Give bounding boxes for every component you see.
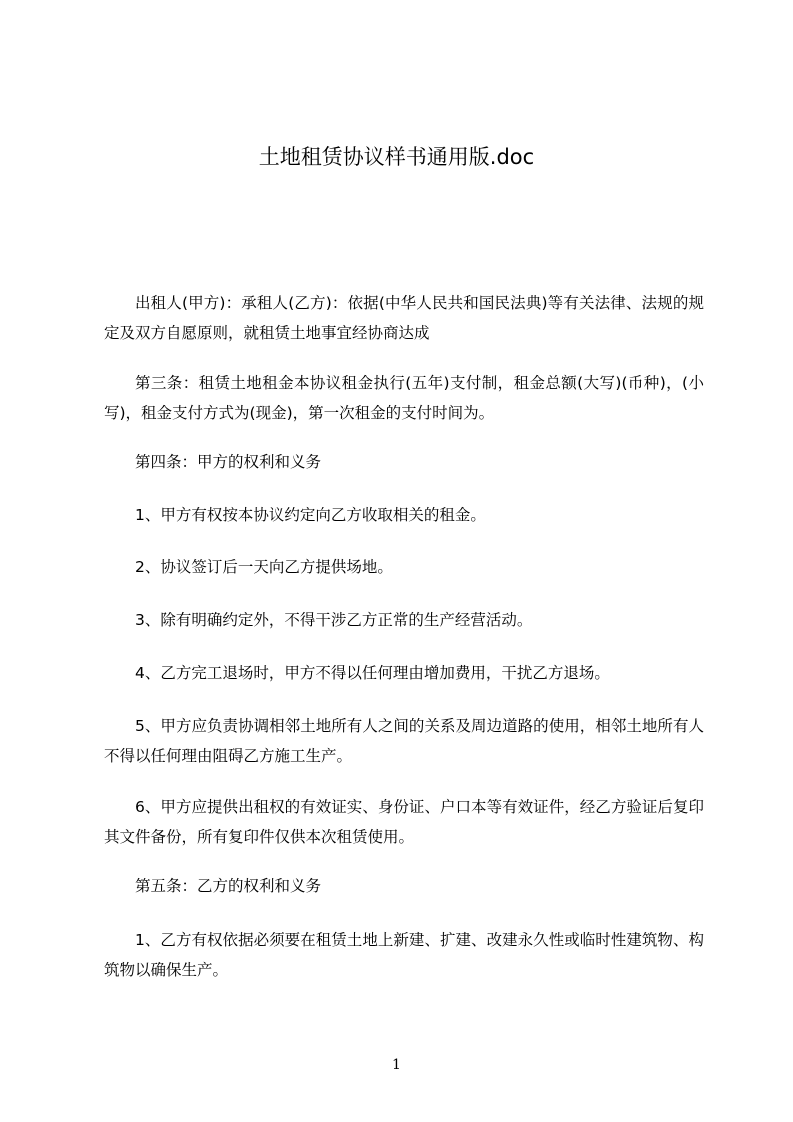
paragraph-article-4-item-1: 1、甲方有权按本协议约定向乙方收取相关的租金。 [135, 506, 486, 524]
paragraph-article-3: 第三条：租赁土地租金本协议租金执行(五年)支付制，租金总额(大写)(币种)，(小写)，租金支付方式为(现金)，第一次租金的支付时间为。 [104, 374, 704, 422]
document-title: 土地租赁协议样书通用版.doc [258, 145, 535, 169]
paragraph-article-4-item-4: 4、乙方完工退场时，甲方不得以任何理由增加费用，干扰乙方退场。 [135, 664, 610, 682]
paragraph-article-4-item-3: 3、除有明确约定外，不得干涉乙方正常的生产经营活动。 [135, 611, 533, 629]
page-number: 1 [392, 1057, 401, 1073]
paragraph-article-4-item-6: 6、甲方应提供出租权的有效证实、身份证、户口本等有效证件，经乙方验证后复印其文件备份，所有复印件仅供本次租赁使用。 [104, 798, 704, 846]
paragraph-parties: 出租人(甲方)：承租人(乙方)：依据(中华人民共和国民法典)等有关法律、法规的规定及双方自愿原则，就租赁土地事宜经协商达成 [104, 294, 704, 342]
paragraph-article-5-item-1: 1、乙方有权依据必须要在租赁土地上新建、扩建、改建永久性或临时性建筑物、构筑物以确保生产。 [104, 931, 704, 979]
paragraph-article-4-heading: 第四条：甲方的权利和义务 [135, 453, 322, 471]
paragraph-article-5-heading: 第五条：乙方的权利和义务 [135, 877, 322, 895]
paragraph-article-4-item-5: 5、甲方应负责协调相邻土地所有人之间的关系及周边道路的使用，相邻土地所有人不得以任何理由阻碍乙方施工生产。 [104, 717, 704, 765]
paragraph-article-4-item-2: 2、协议签订后一天向乙方提供场地。 [135, 558, 393, 576]
